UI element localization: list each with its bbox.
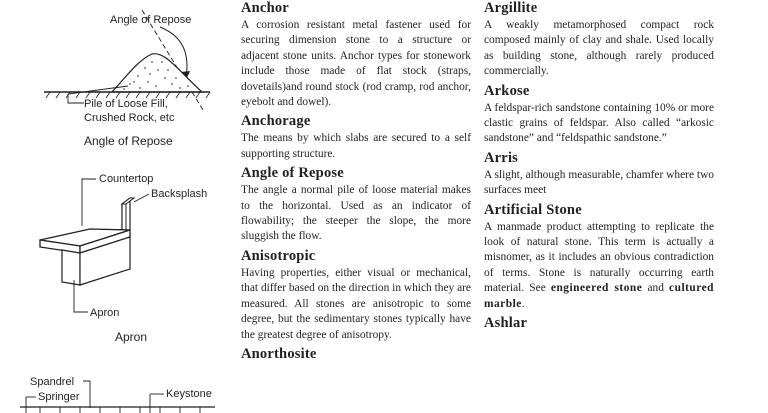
- spandrel-label: Spandrel: [30, 376, 75, 388]
- term-definition: The means by which slabs are secured to a self supporting structure.: [241, 132, 471, 160]
- entry-angle-of-repose: [241, 165, 471, 245]
- apron-label: Apron: [90, 307, 120, 319]
- apron-caption: Apron: [115, 330, 148, 344]
- entry-artificial-stone: [484, 202, 714, 312]
- entry-arris: [484, 150, 714, 199]
- glossary-column-middle: [241, 0, 471, 364]
- crushed-rock-label: Crushed Rock, etc: [84, 112, 175, 124]
- term-definition: [484, 220, 714, 312]
- term-heading: Ashlar: [484, 315, 528, 332]
- term-definition: A slight, although measurable, chamfer where two surfaces meet: [484, 168, 714, 197]
- keystone-label: Keystone: [166, 388, 212, 400]
- entry-anchor: [241, 0, 471, 110]
- term-heading: Artificial Stone: [484, 201, 582, 218]
- entry-anisotropic: [241, 248, 471, 343]
- arch-figure: [20, 376, 215, 413]
- backsplash-label: Backsplash: [151, 188, 208, 200]
- illustrations: [0, 0, 235, 413]
- term-heading: Argillite: [484, 0, 538, 16]
- term-definition: The angle a normal pile of loose material makes to the horizontal. Used as an indicator of flowability; the steeper the slope, the more sluggish the flow.: [241, 184, 471, 243]
- term-heading: Anchor: [241, 0, 289, 16]
- term-heading: Angle of Repose: [241, 165, 344, 182]
- term-heading: Arris: [484, 149, 519, 166]
- entry-arkose: [484, 83, 714, 147]
- entry-anorthosite: [241, 346, 471, 363]
- term-heading: Anchorage: [241, 113, 311, 130]
- entry-anchorage: [241, 113, 471, 162]
- term-definition: A feldspar-rich sandstone containing 10% or more clastic grains of feldspar. Also called “arkosic sandstone” and “feldspathic sandstone.”: [484, 101, 714, 145]
- springer-label: Springer: [38, 391, 80, 403]
- term-definition: A weakly metamorphosed compact rock composed mainly of clay and shale. Used locally as building stone, although rarely produced commercially.: [484, 19, 714, 78]
- cross-reference-cultured-marble: cultured marble: [484, 282, 714, 310]
- term-definition: A corrosion resistant metal fastener used for securing dimension stone to a structure or adjacent stone units. Anchor types for stonework include those made of flat stock (straps, dovetails)and round stock (rod cramp, rod anchor, eyebolt and dowel).: [241, 19, 471, 109]
- term-heading: Anisotropic: [241, 247, 316, 264]
- term-heading: Arkose: [484, 82, 530, 99]
- angle-of-repose-caption: Angle of Repose: [84, 134, 173, 148]
- apron-figure: [40, 173, 207, 344]
- entry-ashlar: [484, 315, 714, 332]
- entry-argillite: [484, 0, 714, 80]
- pile-of-loose-fill-label: Pile of Loose Fill,: [84, 98, 168, 110]
- glossary-column-right: [484, 0, 714, 333]
- term-heading: Anorthosite: [241, 345, 317, 362]
- term-definition: Having properties, either visual or mechanical, that differ based on the direction in which they are measured. All stones are anisotropic to some degree, but the sedimentary stones typically have the greatest degree of anisotropy.: [241, 266, 471, 341]
- definition-conjunction: and: [642, 282, 670, 295]
- angle-of-repose-figure: [44, 10, 210, 148]
- definition-end: .: [521, 297, 525, 310]
- angle-of-repose-label: Angle of Repose: [110, 14, 192, 26]
- countertop-label: Countertop: [99, 173, 154, 185]
- illustration-column: [0, 0, 235, 413]
- definition-text: A manmade product attempting to replicate the look of natural stone. This term is actually a misnomer, as it includes an obvious contradiction of terms. Stone is naturally occurring earth material. See: [484, 220, 714, 295]
- cross-reference-engineered-stone: engineered stone: [550, 282, 643, 295]
